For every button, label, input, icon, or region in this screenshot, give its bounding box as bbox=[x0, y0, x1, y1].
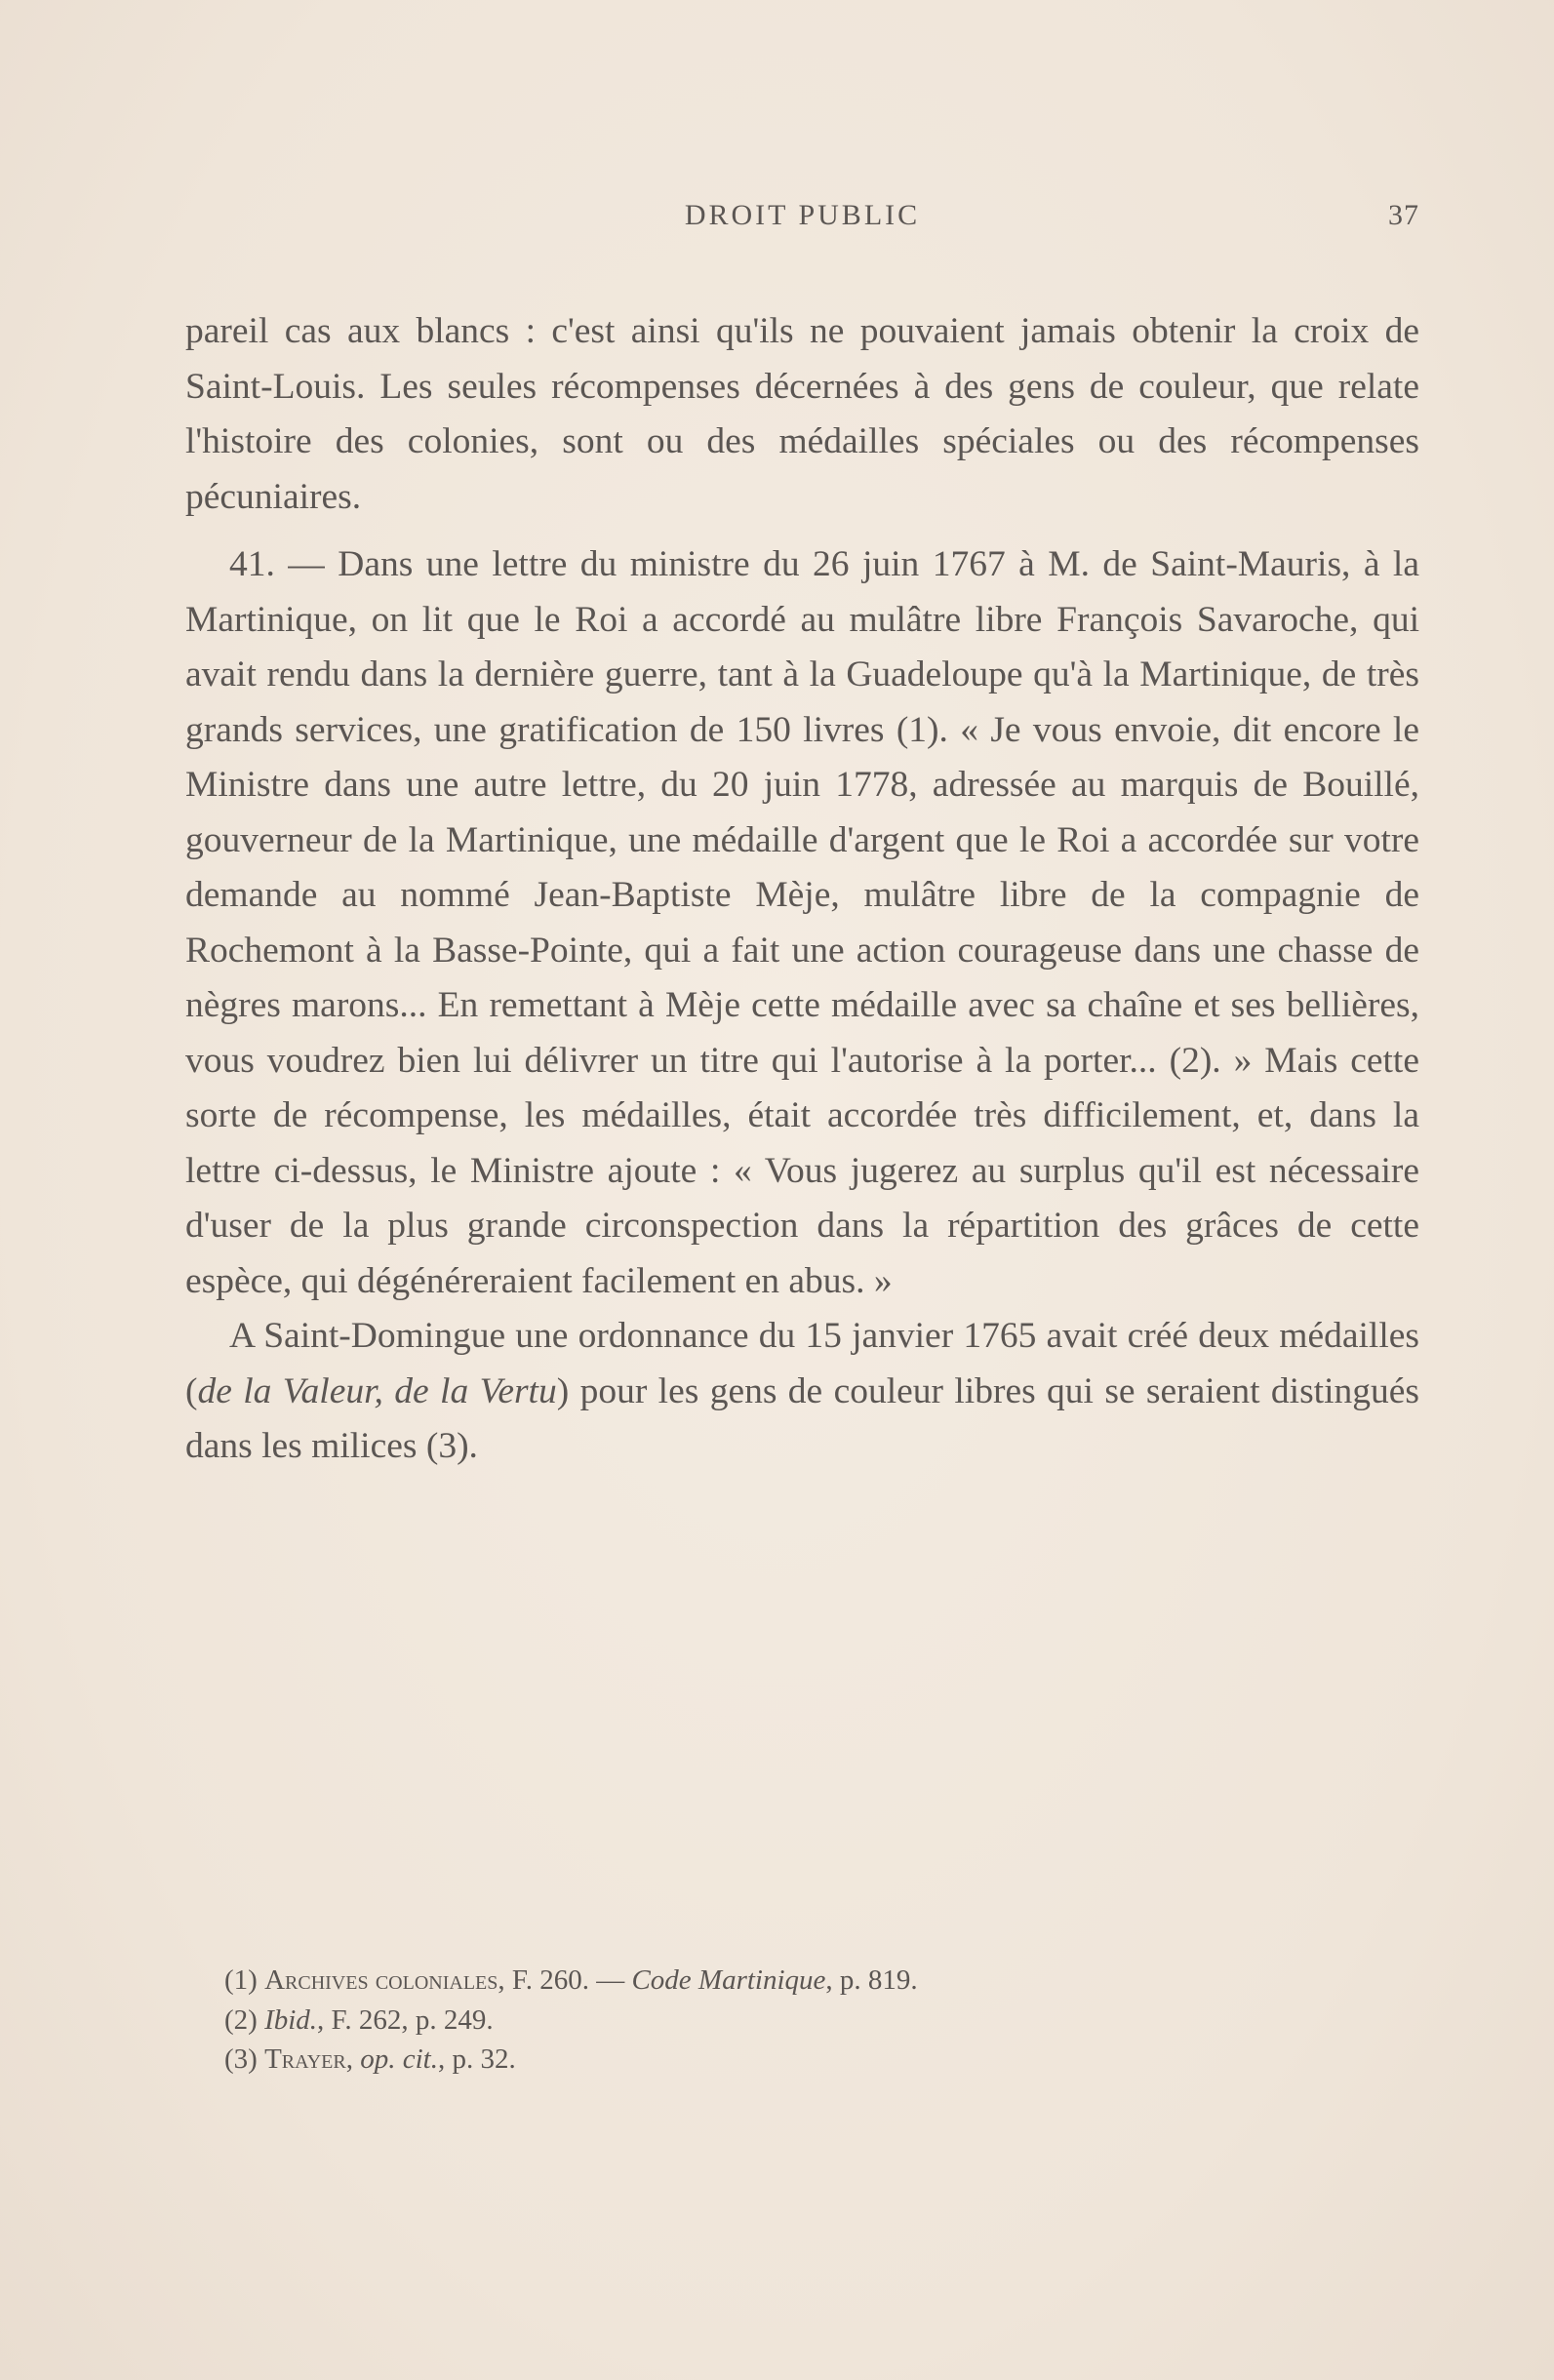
page-header bbox=[185, 199, 1419, 238]
footnote-1-number: (1) bbox=[224, 1964, 258, 1996]
paragraph-3-start: A Saint-Domingue une ordonnance du 15 janvier 1765 avait créé deux médailles ( bbox=[185, 1316, 1419, 1411]
footnote-1 bbox=[224, 1961, 1297, 2001]
footnote-1-title: Code Martinique bbox=[631, 1964, 826, 1996]
footnotes bbox=[224, 1961, 1297, 2080]
footnote-2-ibid: Ibid. bbox=[264, 2003, 318, 2036]
footnote-3-number: (3) bbox=[224, 2043, 258, 2075]
footnote-2-page: , F. 262, p. 249. bbox=[317, 2003, 494, 2036]
paragraph-continuation: pareil cas aux blancs : c'est ainsi qu'ils ne pouvaient jamais obtenir la croix de Saint-Louis. Les seules récompenses décernées à des gens de couleur, que relate l'histoire des colonies, sont ou des médailles spéciales ou des récompenses pécuniaires. bbox=[185, 311, 1419, 517]
footnote-3-author: Trayer bbox=[264, 2043, 346, 2075]
medal-names: de la Valeur, de la Vertu bbox=[197, 1370, 557, 1411]
footnote-2-number: (2) bbox=[224, 2003, 258, 2036]
page-number: 37 bbox=[1388, 199, 1419, 231]
footnote-2 bbox=[224, 2001, 1297, 2041]
footnote-3-page: , p. 32. bbox=[438, 2043, 516, 2075]
footnote-1-source: Archives coloniales bbox=[264, 1964, 498, 1996]
footnote-3-separator: , bbox=[345, 2043, 361, 2075]
footnote-3 bbox=[224, 2040, 1297, 2080]
body-text bbox=[185, 304, 1419, 1475]
running-title: DROIT PUBLIC bbox=[684, 199, 921, 231]
paragraph-3-end: ) pour les gens de couleur libres qui se seraient distingués dans les milices (3). bbox=[185, 1370, 1419, 1466]
footnote-3-opcit: op. cit. bbox=[360, 2043, 438, 2075]
footnote-1-page: , p. 819. bbox=[825, 1964, 918, 1996]
paragraph-saint-domingue bbox=[185, 1309, 1419, 1475]
footnote-1-ref: , F. 260. — bbox=[498, 1964, 632, 1996]
paragraph-41: 41. — Dans une lettre du ministre du 26 juin 1767 à M. de Saint-Mauris, à la Martinique, on lit que le Roi a accordé au mulâtre libre François Savaroche, qui avait rendu dans la dernière guerre, tant à la Guadeloupe qu'à la Martinique, de très grands services, une gratification de 150 livres (1). « Je vous envoie, dit encore le Ministre dans une autre lettre, du 20 juin 1778, adressée au marquis de Bouillé, gouverneur de la Martinique, une médaille d'argent que le Roi a accordée sur votre demande au nommé Jean-Baptiste Mèje, mulâtre libre de la compagnie de Rochemont à la Basse-Pointe, qui a fait une action courageuse dans une chasse de nègres marons... En remettant à Mèje cette médaille avec sa chaîne et ses bellières, vous voudrez bien lui délivrer un titre qui l'autorise à la porter... (2). » Mais cette sorte de récompense, les médailles, était accordée très difficilement, et, dans la lettre ci-dessus, le Ministre ajoute : « Vous jugerez au surplus qu'il est nécessaire d'user de la plus grande circonspection dans la répartition des grâces de cette espèce, qui dégénéreraient facilement en abus. » bbox=[185, 544, 1419, 1301]
